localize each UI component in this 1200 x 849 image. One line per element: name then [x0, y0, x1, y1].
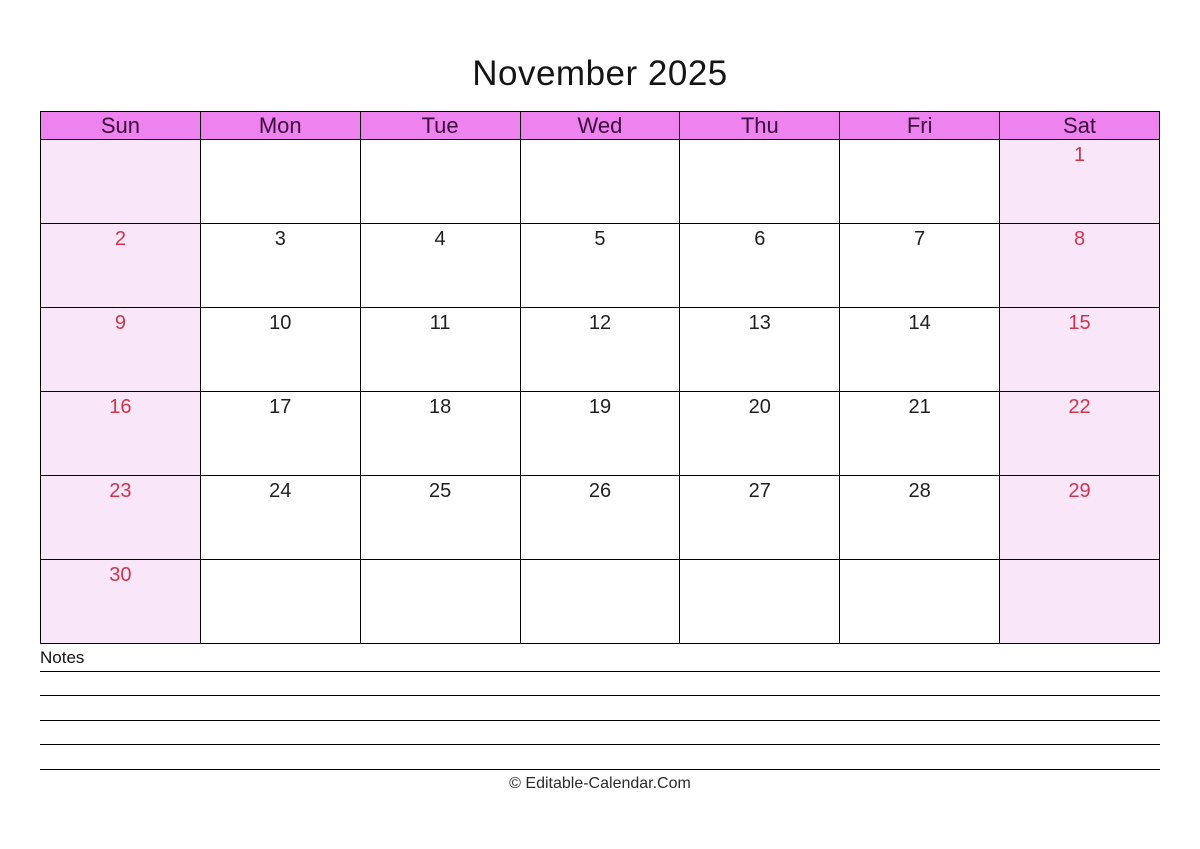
date-number: 23	[109, 480, 132, 502]
date-number: 4	[434, 228, 446, 250]
date-number: 13	[748, 312, 771, 334]
calendar-cell-empty	[840, 560, 1000, 644]
day-header-sun: Sun	[41, 112, 201, 140]
notes-line	[40, 769, 1160, 770]
day-header-thu: Thu	[680, 112, 840, 140]
date-number: 27	[748, 480, 771, 502]
day-header-sat: Sat	[1000, 112, 1160, 140]
calendar-cell-day-24	[200, 476, 360, 560]
calendar-cell-day-29	[1000, 476, 1160, 560]
date-number: 10	[269, 312, 292, 334]
calendar-cell-day-26	[520, 476, 680, 560]
date-number: 26	[588, 480, 612, 502]
calendar-cell-day-8	[1000, 224, 1160, 308]
calendar-cell-empty	[520, 560, 680, 644]
date-number: 20	[748, 396, 771, 418]
week-row-3	[41, 308, 1160, 392]
calendar-cell-empty	[360, 560, 520, 644]
calendar-cell-day-25	[360, 476, 520, 560]
calendar-cell-day-17	[200, 392, 360, 476]
calendar-cell-day-2	[41, 224, 201, 308]
date-number: 11	[429, 312, 451, 334]
date-number: 1	[1073, 144, 1086, 166]
date-number: 25	[428, 480, 452, 502]
date-number: 15	[1068, 312, 1091, 334]
calendar-cell-empty	[200, 140, 360, 224]
calendar-cell-empty	[41, 140, 201, 224]
date-number: 5	[594, 228, 606, 250]
date-number: 28	[908, 480, 931, 502]
calendar-header	[41, 112, 1160, 140]
date-number: 3	[274, 228, 286, 250]
calendar-cell-day-5	[520, 224, 680, 308]
date-number: 2	[114, 228, 126, 250]
date-number: 12	[588, 312, 612, 334]
calendar-cell-day-9	[41, 308, 201, 392]
week-row-4	[41, 392, 1160, 476]
calendar-cell-day-27	[680, 476, 840, 560]
calendar-cell-empty	[680, 140, 840, 224]
calendar-cell-day-12	[520, 308, 680, 392]
calendar-cell-day-30	[41, 560, 201, 644]
calendar-cell-day-14	[840, 308, 1000, 392]
calendar-cell-day-1	[1000, 140, 1160, 224]
date-number: 22	[1068, 396, 1091, 418]
footer-copyright: © Editable-Calendar.Com	[509, 775, 691, 792]
date-number: 7	[914, 228, 926, 250]
calendar-cell-empty	[520, 140, 680, 224]
calendar-cell-day-15	[1000, 308, 1160, 392]
notes-label: Notes	[40, 648, 85, 667]
calendar-cell-empty	[360, 140, 520, 224]
date-number: 24	[269, 480, 292, 502]
date-number: 8	[1073, 228, 1086, 250]
date-number: 29	[1068, 480, 1091, 502]
calendar-cell-empty	[840, 140, 1000, 224]
week-row-2	[41, 224, 1160, 308]
calendar-cell-day-23	[41, 476, 201, 560]
calendar-grid	[41, 140, 1160, 644]
calendar-cell-day-4	[360, 224, 520, 308]
calendar-cell-day-3	[200, 224, 360, 308]
notes-line	[40, 720, 1160, 721]
calendar-cell-day-18	[360, 392, 520, 476]
calendar-cell-day-6	[680, 224, 840, 308]
notes-line	[40, 744, 1160, 745]
date-number: 21	[908, 396, 931, 418]
date-number: 18	[428, 396, 452, 418]
week-row-6	[41, 560, 1160, 644]
calendar-cell-empty	[680, 560, 840, 644]
day-header-wed: Wed	[520, 112, 680, 140]
notes-line	[40, 671, 1160, 672]
week-row-1	[41, 140, 1160, 224]
calendar-table	[40, 111, 1160, 644]
notes-line	[40, 695, 1160, 696]
calendar-cell-day-16	[41, 392, 201, 476]
calendar-cell-day-13	[680, 308, 840, 392]
week-row-5	[41, 476, 1160, 560]
day-header-row	[41, 112, 1160, 140]
calendar-cell-day-7	[840, 224, 1000, 308]
date-number: 19	[588, 396, 612, 418]
calendar-cell-day-19	[520, 392, 680, 476]
calendar-cell-day-20	[680, 392, 840, 476]
calendar-cell-day-10	[200, 308, 360, 392]
date-number: 14	[908, 312, 931, 334]
calendar-cell-empty	[1000, 560, 1160, 644]
date-number: 16	[109, 396, 132, 418]
calendar-cell-empty	[200, 560, 360, 644]
day-header-mon: Mon	[200, 112, 360, 140]
date-number: 17	[269, 396, 292, 418]
calendar-cell-day-11	[360, 308, 520, 392]
date-number: 6	[754, 228, 766, 250]
calendar-cell-day-21	[840, 392, 1000, 476]
date-number: 9	[114, 312, 126, 334]
calendar-month-title: November 2025	[472, 54, 728, 93]
date-number: 30	[109, 564, 132, 586]
calendar-cell-day-22	[1000, 392, 1160, 476]
day-header-fri: Fri	[840, 112, 1000, 140]
calendar-cell-day-28	[840, 476, 1000, 560]
day-header-tue: Tue	[360, 112, 520, 140]
